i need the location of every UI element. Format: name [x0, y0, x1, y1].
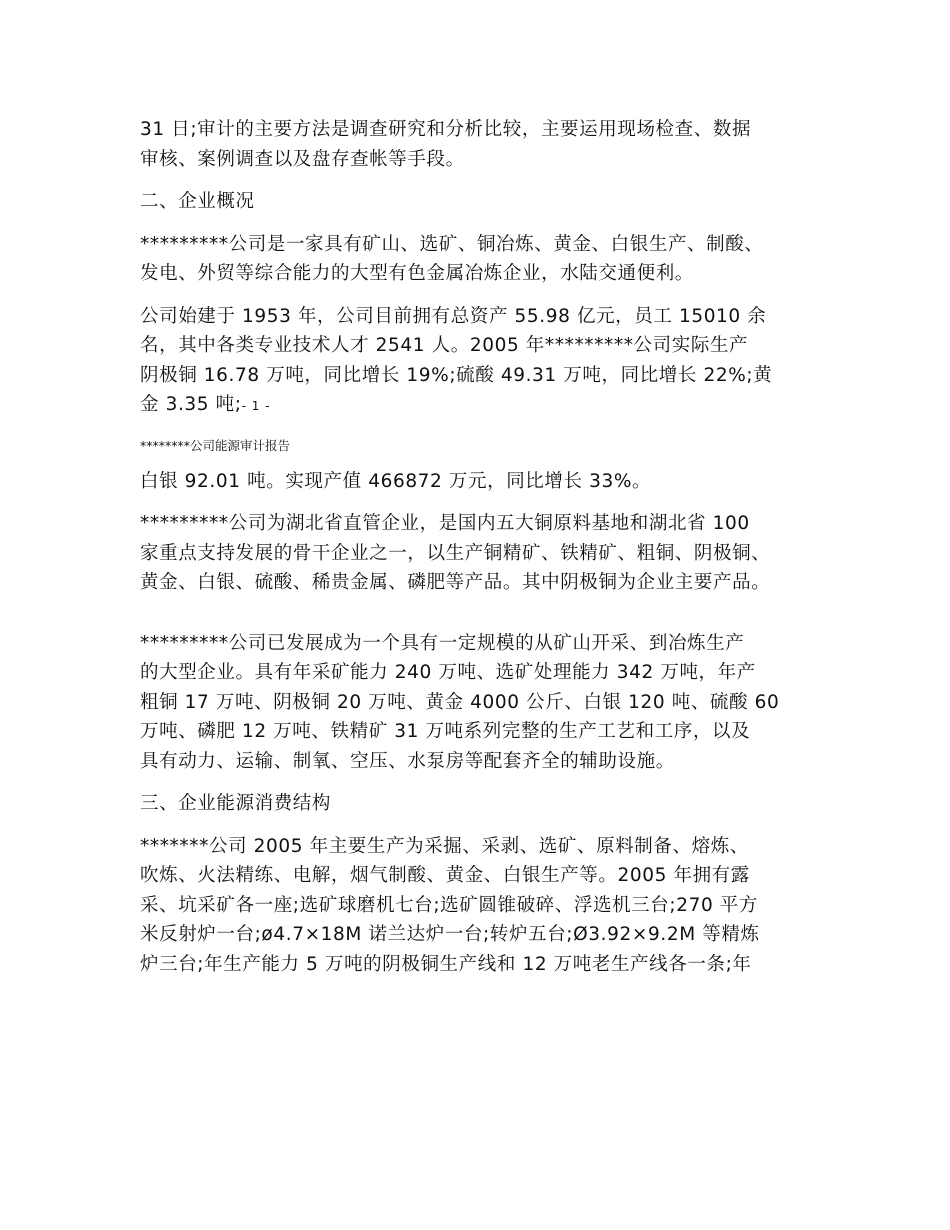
- text-line: 米反射炉一台;ø4.7×18M 诺兰达炉一台;转炉五台;Ø3.92×9.2M 等精炼: [140, 924, 760, 945]
- text-line: *******公司 2005 年主要生产为采掘、采剥、选矿、原料制备、熔炼、: [140, 835, 749, 857]
- paragraph-production: [140, 832, 830, 980]
- text-line: *********公司是一家具有矿山、选矿、铜冶炼、黄金、白银生产、制酸、: [140, 233, 764, 255]
- text-line: 吹炼、火法精练、电解，烟气制酸、黄金、白银生产等。2005 年拥有露: [140, 865, 750, 886]
- page-number: - 1 -: [241, 399, 271, 413]
- text-line: 的大型企业。具有年采矿能力 240 万吨、选矿处理能力 342 万吨，年产: [140, 662, 756, 683]
- text-line: 家重点支持发展的骨干企业之一，以生产铜精矿、铁精矿、粗铜、阴极铜、: [140, 542, 771, 564]
- text-line: 31 日;审计的主要方法是调查研究和分析比较，主要运用现场检查、数据: [140, 119, 752, 140]
- text-line: *********公司已发展成为一个具有一定规模的从矿山开采、到冶炼生产: [140, 632, 745, 654]
- text-line: 具有动力、运输、制氧、空压、水泵房等配套齐全的辅助设施。: [140, 750, 675, 772]
- text-line-end: 金 3.35 吨;: [140, 394, 242, 415]
- section-heading-overview: 二、企业概况: [140, 191, 255, 212]
- text-line: 采、坑采矿各一座;选矿球磨机七台;选矿圆锥破碎、浮选机三台;270 平方: [140, 894, 758, 916]
- text-line: 名，其中各类专业技术人才 2541 人。2005 年*********公司实际生产: [140, 335, 749, 356]
- text-line: 黄金、白银、硫酸、稀贵金属、磷肥等产品。其中阴极铜为企业主要产品。: [140, 572, 771, 593]
- paragraph-silver-output: [140, 467, 830, 497]
- paragraph-audit-methods: [140, 115, 830, 174]
- section-heading-energy-structure: 三、企业能源消费结构: [140, 793, 332, 814]
- text-line: 发电、外贸等综合能力的大型有色金属冶炼企业，水陆交通便利。: [140, 263, 694, 284]
- text-line: 粗铜 17 万吨、阴极铜 20 万吨、黄金 4000 公斤、白银 120 吨、硫酸 60: [140, 691, 780, 713]
- text-line: 万吨、磷肥 12 万吨、铁精矿 31 万吨系列完整的生产工艺和工序，以及: [140, 721, 751, 742]
- running-header: ********公司能源审计报告: [140, 437, 291, 453]
- document-page: [140, 115, 830, 992]
- text-line: *********公司为湖北省直管企业，是国内五大铜原料基地和湖北省 100: [140, 513, 750, 534]
- text-line: 审核、案例调查以及盘存查帐等手段。: [140, 148, 465, 170]
- text-line: 公司始建于 1953 年，公司目前拥有总资产 55.98 亿元，员工 15010 余: [140, 305, 767, 327]
- paragraph-company-status: [140, 509, 830, 598]
- spacer: [140, 611, 830, 629]
- text-line: 白银 92.01 吨。实现产值 466872 万元，同比增长 33%。: [140, 470, 652, 492]
- text-line: 阴极铜 16.78 万吨，同比增长 19%;硫酸 49.31 万吨，同比增长 22%;黄: [140, 364, 773, 386]
- paragraph-company-intro: [140, 230, 830, 289]
- text-line: 炉三台;年生产能力 5 万吨的阴极铜生产线和 12 万吨老生产线各一条;年: [140, 953, 752, 975]
- text-line: [140, 390, 830, 422]
- paragraph-capacity: [140, 629, 830, 777]
- paragraph-company-history: [140, 302, 830, 422]
